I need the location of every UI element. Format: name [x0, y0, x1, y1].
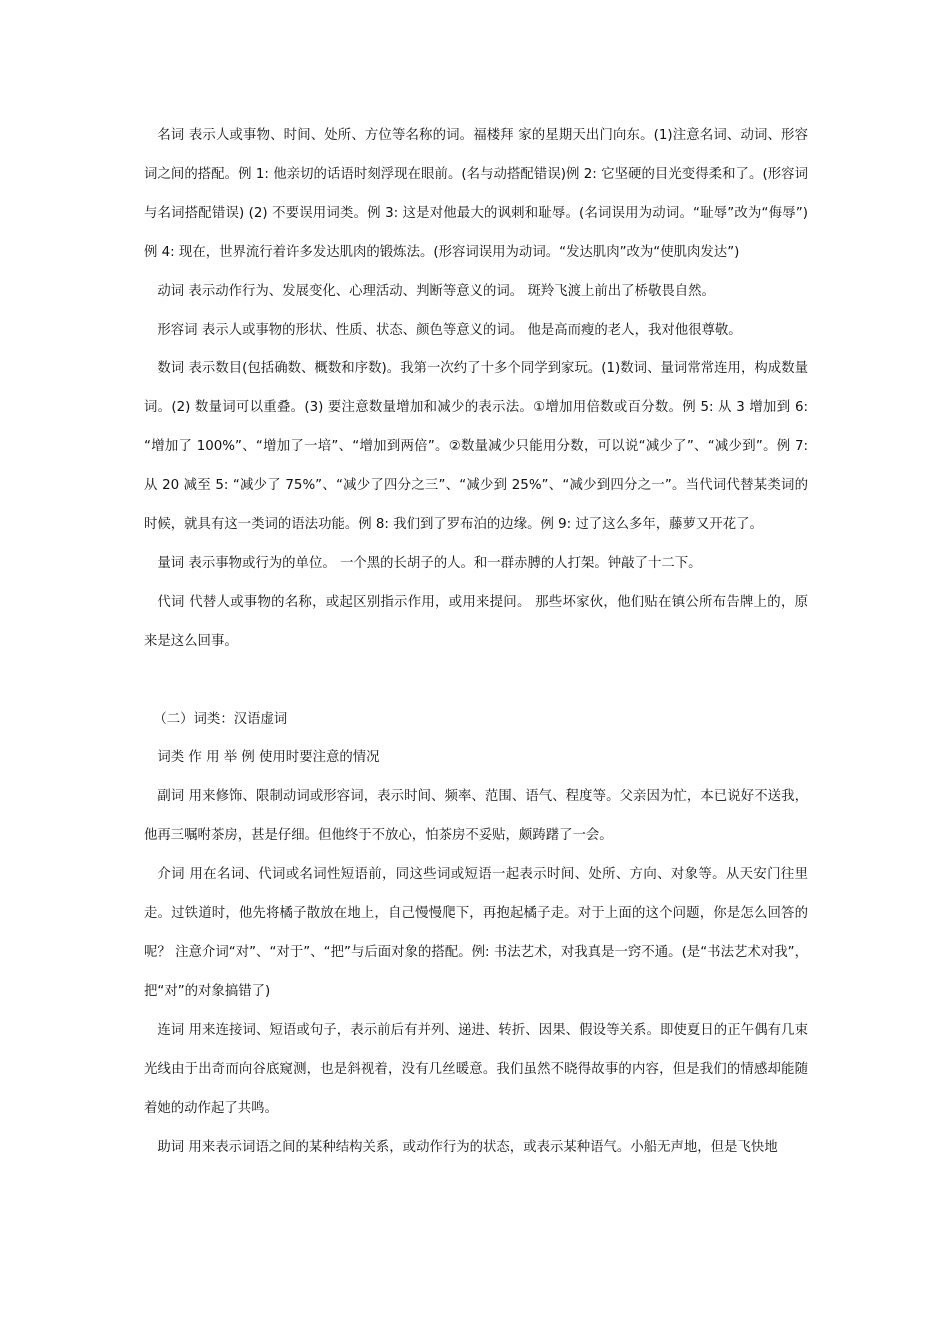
section-gap	[144, 662, 808, 701]
paragraph-adjective: 形容词 表示人或事物的形状、性质、状态、颜色等意义的词。 他是高而瘦的老人，我对他很尊敬。	[157, 322, 742, 338]
paragraph-adverb: 副词 用来修饰、限制动词或形容词，表示时间、频率、范围、语气、程度等。父亲因为忙，本已说好不送我，他再三嘱咐茶房，甚是仔细。但他终于不放心，怕茶房不妥贴，颇踌躇了一会。	[144, 789, 808, 844]
paragraph-measure-word: 量词 表示事物或行为的单位。 一个黑的长胡子的人。和一群赤膊的人打架。钟敲了十二下。	[157, 555, 702, 571]
column-labels: 词类 作 用 举 例 使用时要注意的情况	[157, 750, 380, 766]
paragraph-particle: 助词 用来表示词语之间的某种结构关系，或动作行为的状态，或表示某种语气。小船无声地，但是飞快地	[157, 1139, 778, 1155]
paragraph-pronoun: 代词 代替人或事物的名称，或起区别指示作用，或用来提问。 那些坏家伙，他们贴在镇公所布告牌上的，原来是这么回事。	[144, 594, 808, 649]
paragraph-preposition: 介词 用在名词、代词或名词性短语前，同这些词或短语一起表示时间、处所、方向、对象等。从天安门往里走。过铁道时，他先将橘子散放在地上，自己慢慢爬下，再抱起橘子走。对于上面的这个问题，你是怎么回答的呢？ 注意介词“对”、“对于”、“把”与后面对象的搭配。例: 书法艺术，对我真是一窍不通。(是“书法艺术对我”，把“对”的对象搞错了)	[144, 867, 808, 999]
paragraph-numeral: 数词 表示数目(包括确数、概数和序数)。我第一次约了十多个同学到家玩。(1)数词、量词常常连用，构成数量词。(2) 数量词可以重叠。(3) 要注意数量增加和减少的表示法。①增加用倍数或百分数。例 5: 从 3 增加到 6: “增加了 100%”、“增加了一培”、“增加到两倍”。②数量减少只能用分数，可以说“减少了”、“减少到”。例 7: 从 20 减至 5: “减少了 75%”、“减少了四分之三”、“减少到 25%”、“减少到四分之一”。当代词代替某类词的时候，就具有这一类词的语法功能。例 8: 我们到了罗布泊的边缘。例 9: 过了这么多年，藤萝又开花了。	[144, 361, 808, 533]
paragraph-verb: 动词 表示动作行为、发展变化、心理活动、判断等意义的词。 斑羚飞渡上前出了桥敬畏自然。	[157, 283, 715, 299]
section-heading: （二）词类：汉语虚词	[153, 711, 288, 727]
document-body	[144, 117, 808, 1167]
paragraph-noun: 名词 表示人或事物、时间、处所、方位等名称的词。福楼拜 家的星期天出门向东。(1)注意名词、动词、形容词之间的搭配。例 1: 他亲切的话语时刻浮现在眼前。(名与动搭配错误)例 2: 它坚硬的目光变得柔和了。(形容词与名词搭配错误) (2) 不要误用词类。例 3: 这是对他最大的讽刺和耻辱。(名词误用为动词。“耻辱”改为“侮辱”)例 4: 现在，世界流行着许多发达肌肉的锻炼法。(形容词误用为动词。“发达肌肉”改为“使肌肉发达”)	[144, 128, 808, 260]
paragraph-conjunction: 连词 用来连接词、短语或句子，表示前后有并列、递进、转折、因果、假设等关系。即使夏日的正午偶有几束光线由于出奇而向谷底窥测，也是斜视着，没有几丝暖意。我们虽然不晓得故事的内容，但是我们的情感却能随着她的动作起了共鸣。	[144, 1022, 808, 1116]
